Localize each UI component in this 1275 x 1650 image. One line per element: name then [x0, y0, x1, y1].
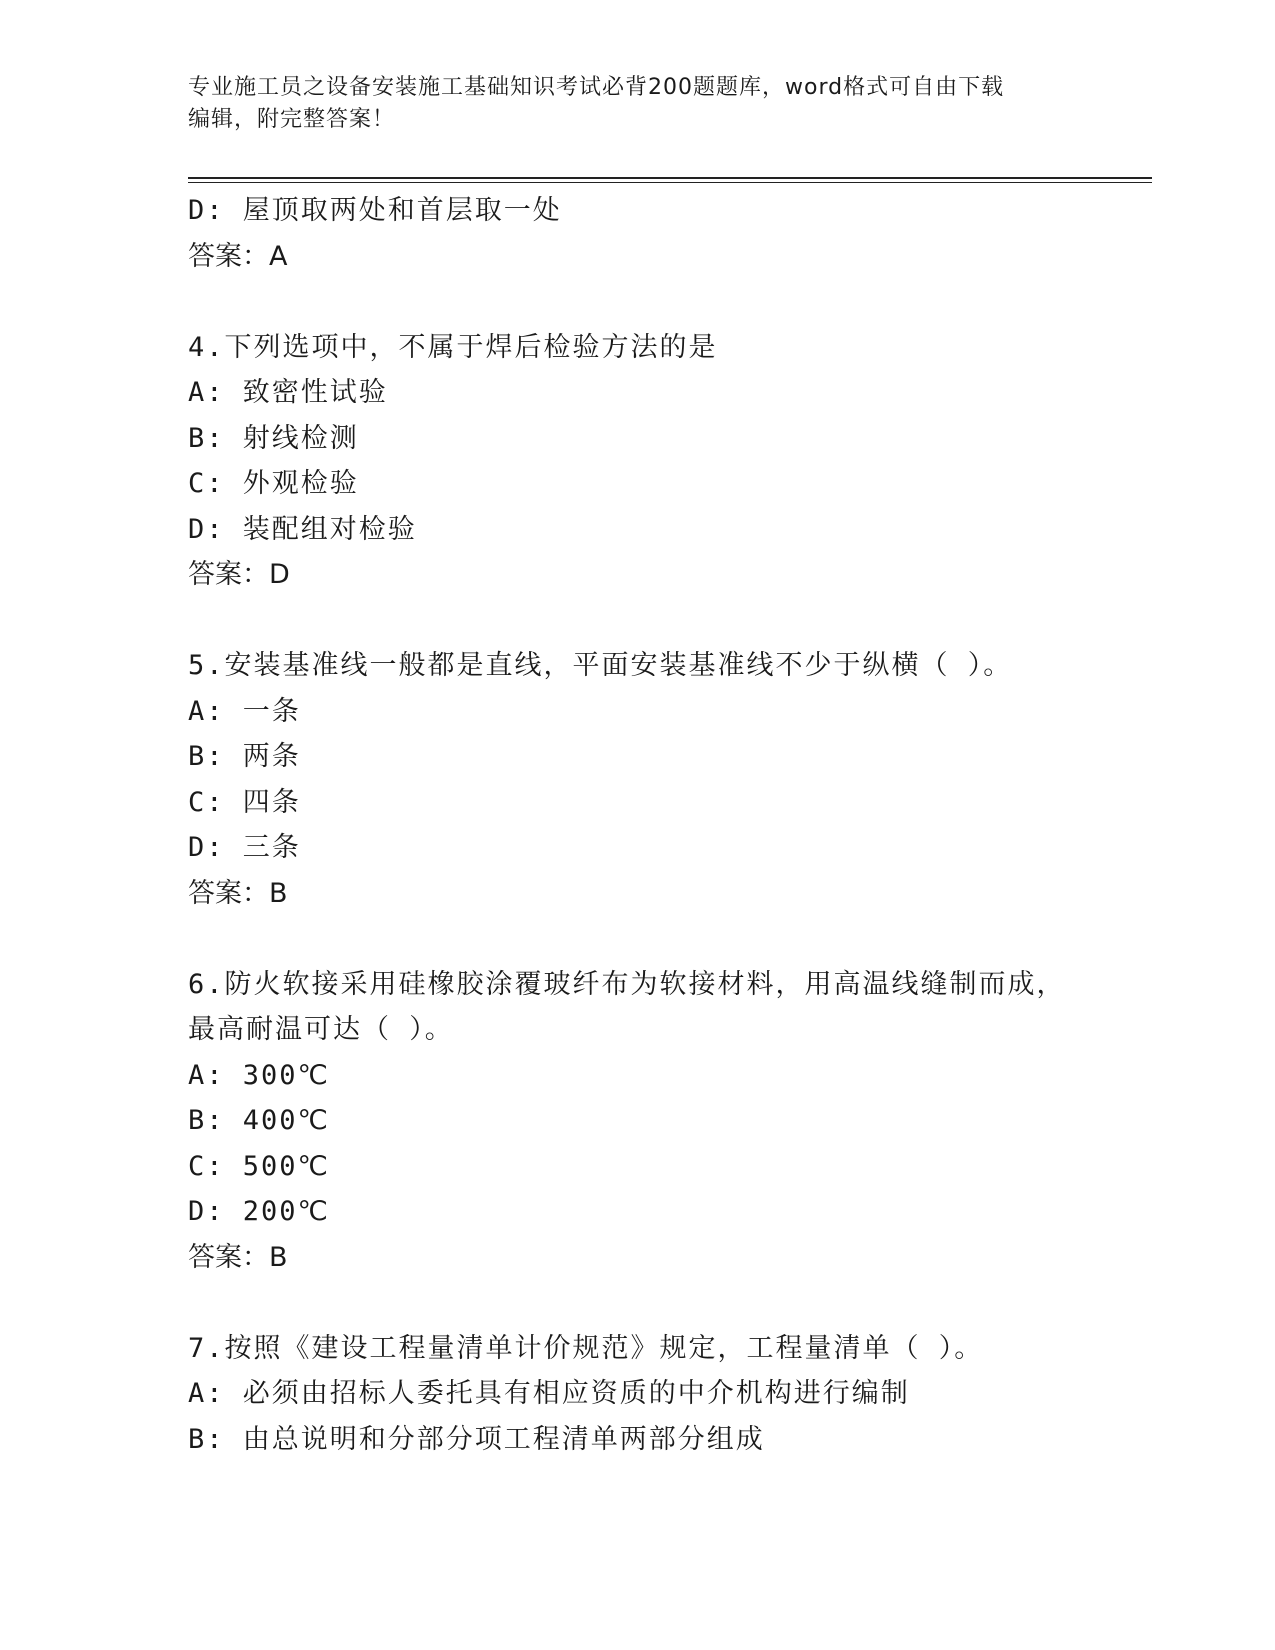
question-line: 6.防火软接采用硅橡胶涂覆玻纤布为软接材料，用高温线缝制而成， — [188, 968, 1066, 1000]
option-line: D: 屋顶取两处和首层取一处 — [188, 195, 562, 226]
question-line: 最高耐温可达（ ）。 — [188, 1014, 454, 1045]
option-line: B: 由总说明和分部分项工程清单两部分组成 — [188, 1423, 765, 1455]
spacer — [188, 1280, 1152, 1326]
option-line: A: 300℃ — [188, 1059, 330, 1091]
option-line: C: 四条 — [188, 786, 301, 818]
spacer — [188, 598, 1152, 644]
option-line: D: 三条 — [188, 832, 301, 863]
header-line-1: 专业施工员之设备安装施工基础知识考试必背200题题库，word格式可自由下载 — [188, 75, 1005, 100]
option-line: B: 400℃ — [188, 1105, 330, 1136]
answer-line: 答案：B — [188, 877, 288, 909]
option-line: C: 外观检验 — [188, 468, 359, 499]
question-line: 4.下列选项中，不属于焊后检验方法的是 — [188, 331, 718, 363]
header-divider-thick — [188, 177, 1152, 179]
answer-line: 答案：D — [188, 559, 290, 590]
question-list — [188, 188, 1152, 1462]
header-line-2: 编辑，附完整答案！ — [188, 107, 396, 132]
header-divider-thin — [188, 182, 1152, 183]
option-line: D: 装配组对检验 — [188, 513, 417, 545]
spacer — [188, 916, 1152, 962]
question-line: 7.按照《建设工程量清单计价规范》规定，工程量清单（ ）。 — [188, 1332, 984, 1364]
option-line: A: 一条 — [188, 695, 301, 727]
question-line: 5.安装基准线一般都是直线，平面安装基准线不少于纵横（ ）。 — [188, 650, 1013, 681]
answer-line: 答案：A — [188, 240, 288, 272]
answer-line: 答案：B — [188, 1241, 288, 1273]
option-line: A: 必须由招标人委托具有相应资质的中介机构进行编制 — [188, 1378, 910, 1409]
option-line: A: 致密性试验 — [188, 377, 388, 408]
option-line: D: 200℃ — [188, 1196, 330, 1227]
option-line: B: 两条 — [188, 741, 301, 772]
option-line: C: 500℃ — [188, 1150, 330, 1182]
option-line: B: 射线检测 — [188, 422, 359, 454]
spacer — [188, 279, 1152, 325]
document-header — [188, 72, 1088, 136]
